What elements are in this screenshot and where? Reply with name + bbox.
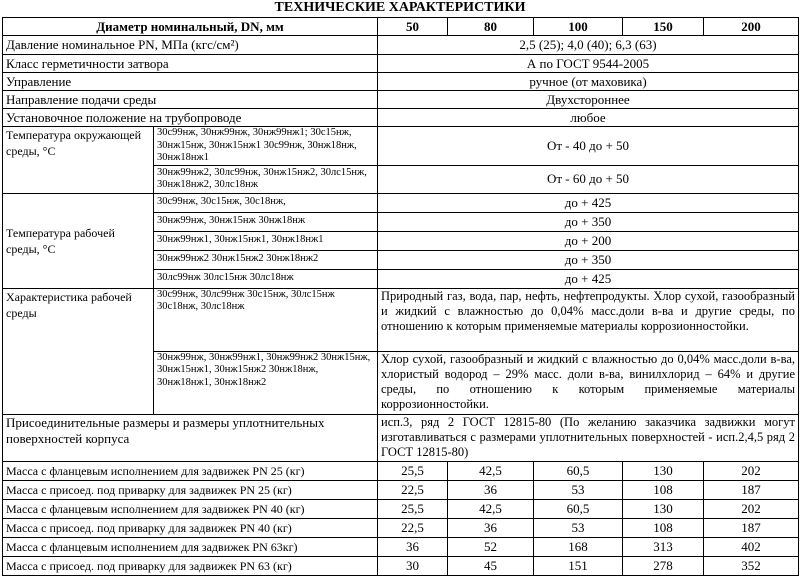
mass-value: 53: [534, 480, 623, 499]
header-row: [3, 18, 799, 36]
mass-value: 52: [448, 537, 534, 556]
working-temp-value: до + 425: [378, 269, 799, 288]
ambient-label: Температура окружающей среды, °С: [3, 127, 154, 194]
header-label: Диаметр номинальный, DN, мм: [3, 18, 378, 36]
working-temp-row: [3, 193, 799, 212]
mass-row: [3, 556, 799, 575]
pressure-label: Давление номинальное PN, МПа (кгс/см²): [3, 36, 378, 55]
position-row: [3, 109, 799, 127]
medium-materials: 30с99нж, 30лс99нж 30с15нж, 30лс15нж 30с18нж, 30лс18нж: [154, 288, 378, 351]
mass-label: Масса с присоед. под приварку для задвижек PN 63 (кг): [3, 556, 378, 575]
ambient-value: От - 60 до + 50: [378, 165, 799, 193]
working-temp-label: Температура рабочей среды, °С: [3, 193, 154, 288]
page-title: ТЕХНИЧЕСКИЕ ХАРАКТЕРИСТИКИ: [274, 0, 526, 15]
header-dn: 80: [448, 18, 534, 36]
control-row: [3, 73, 799, 91]
mass-value: 130: [623, 461, 704, 480]
mass-value: 187: [704, 480, 799, 499]
ambient-value: От - 40 до + 50: [378, 127, 799, 166]
mass-value: 22,5: [378, 518, 448, 537]
specs-table: [2, 17, 799, 576]
mass-value: 60,5: [534, 499, 623, 518]
direction-row: [3, 91, 799, 109]
mass-value: 42,5: [448, 461, 534, 480]
ambient-materials: 30нж99нж2, 30лс99нж, 30нж15нж2, 30лс15нж, 30нж18нж2, 30лс18нж: [154, 165, 378, 193]
working-temp-materials: 30с99нж, 30с15нж, 30с18нж,: [154, 193, 378, 212]
mass-value: 313: [623, 537, 704, 556]
working-temp-value: до + 425: [378, 193, 799, 212]
mass-value: 36: [378, 537, 448, 556]
mass-label: Масса с присоед. под приварку для задвижек PN 25 (кг): [3, 480, 378, 499]
working-temp-materials: 30нж99нж1, 30нж15нж1, 30нж18нж1: [154, 231, 378, 250]
header-dn: 50: [378, 18, 448, 36]
mass-label: Масса с фланцевым исполнением для задвижек PN 63кг): [3, 537, 378, 556]
working-temp-materials: 30нж99нж2 30нж15нж2 30нж18нж2: [154, 250, 378, 269]
header-dn: 200: [704, 18, 799, 36]
control-label: Управление: [3, 73, 378, 91]
tightness-value: А по ГОСТ 9544-2005: [378, 55, 799, 73]
mass-value: 25,5: [378, 499, 448, 518]
control-value: ручное (от маховика): [378, 73, 799, 91]
mass-value: 202: [704, 461, 799, 480]
medium-value: Природный газ, вода, пар, нефть, нефтепродукты. Хлор сухой, газообразный и жидкий с влажностью до 0,04% масс.доли в-ва и другие среды, по отношению к которым применяемые материалы коррозионностойки.: [378, 288, 799, 351]
mass-label: Масса с присоед. под приварку для задвижек PN 40 (кг): [3, 518, 378, 537]
pressure-row: [3, 36, 799, 55]
mass-value: 108: [623, 480, 704, 499]
mass-value: 30: [378, 556, 448, 575]
mass-value: 22,5: [378, 480, 448, 499]
mass-value: 151: [534, 556, 623, 575]
position-value: любое: [378, 109, 799, 127]
connection-row: [3, 414, 799, 461]
mass-row: [3, 499, 799, 518]
mass-row: [3, 518, 799, 537]
working-temp-value: до + 200: [378, 231, 799, 250]
mass-value: 130: [623, 499, 704, 518]
working-temp-value: до + 350: [378, 250, 799, 269]
working-temp-value: до + 350: [378, 212, 799, 231]
mass-value: 187: [704, 518, 799, 537]
medium-row: [3, 288, 799, 351]
direction-label: Направление подачи среды: [3, 91, 378, 109]
mass-row: [3, 480, 799, 499]
pressure-value: 2,5 (25); 4,0 (40); 6,3 (63): [378, 36, 799, 55]
mass-value: 36: [448, 480, 534, 499]
mass-value: 278: [623, 556, 704, 575]
mass-value: 108: [623, 518, 704, 537]
header-dn: 150: [623, 18, 704, 36]
connection-label: Присоединительные размеры и размеры уплотнительных поверхностей корпуса: [3, 414, 378, 461]
direction-value: Двухстороннее: [378, 91, 799, 109]
mass-value: 402: [704, 537, 799, 556]
header-dn: 100: [534, 18, 623, 36]
mass-value: 53: [534, 518, 623, 537]
tightness-row: [3, 55, 799, 73]
mass-value: 352: [704, 556, 799, 575]
tightness-label: Класс герметичности затвора: [3, 55, 378, 73]
position-label: Установочное положение на трубопроводе: [3, 109, 378, 127]
mass-value: 60,5: [534, 461, 623, 480]
mass-value: 36: [448, 518, 534, 537]
mass-value: 42,5: [448, 499, 534, 518]
mass-row: [3, 537, 799, 556]
working-temp-materials: 30лс99нж 30лс15нж 30лс18нж: [154, 269, 378, 288]
mass-value: 45: [448, 556, 534, 575]
mass-value: 25,5: [378, 461, 448, 480]
mass-label: Масса с фланцевым исполнением для задвижек PN 40 (кг): [3, 499, 378, 518]
medium-materials: 30нж99нж, 30нж99нж1, 30нж99нж2 30нж15нж, 30нж15нж1, 30нж15нж2 30нж18нж, 30нж18нж1, 30нж18нж2: [154, 351, 378, 414]
working-temp-materials: 30нж99нж, 30нж15нж 30нж18нж: [154, 212, 378, 231]
mass-value: 168: [534, 537, 623, 556]
ambient-row: [3, 127, 799, 166]
mass-value: 202: [704, 499, 799, 518]
medium-label: Характеристика рабочей среды: [3, 288, 154, 414]
mass-row: [3, 461, 799, 480]
ambient-materials: 30с99нж, 30нж99нж, 30нж99нж1; 30с15нж, 30нж15нж, 30нж15нж1 30с99нж, 30нж18нж, 30нж18нж1: [154, 127, 378, 166]
medium-value: Хлор сухой, газообразный и жидкий с влажностью до 0,04% масс.доли в-ва, хлористый водород – 29% масс. доли в-ва, винилхлорид – 64% и другие среды, по отношению к которым применяемые материалы коррозионностойки.: [378, 351, 799, 414]
connection-value: исп.3, ряд 2 ГОСТ 12815-80 (По желанию заказчика задвижки могут изготавливаться с размерами уплотнительных поверхностей - исп.2,4,5 ряд 2 ГОСТ 12815-80): [378, 414, 799, 461]
mass-label: Масса с фланцевым исполнением для задвижек PN 25 (кг): [3, 461, 378, 480]
